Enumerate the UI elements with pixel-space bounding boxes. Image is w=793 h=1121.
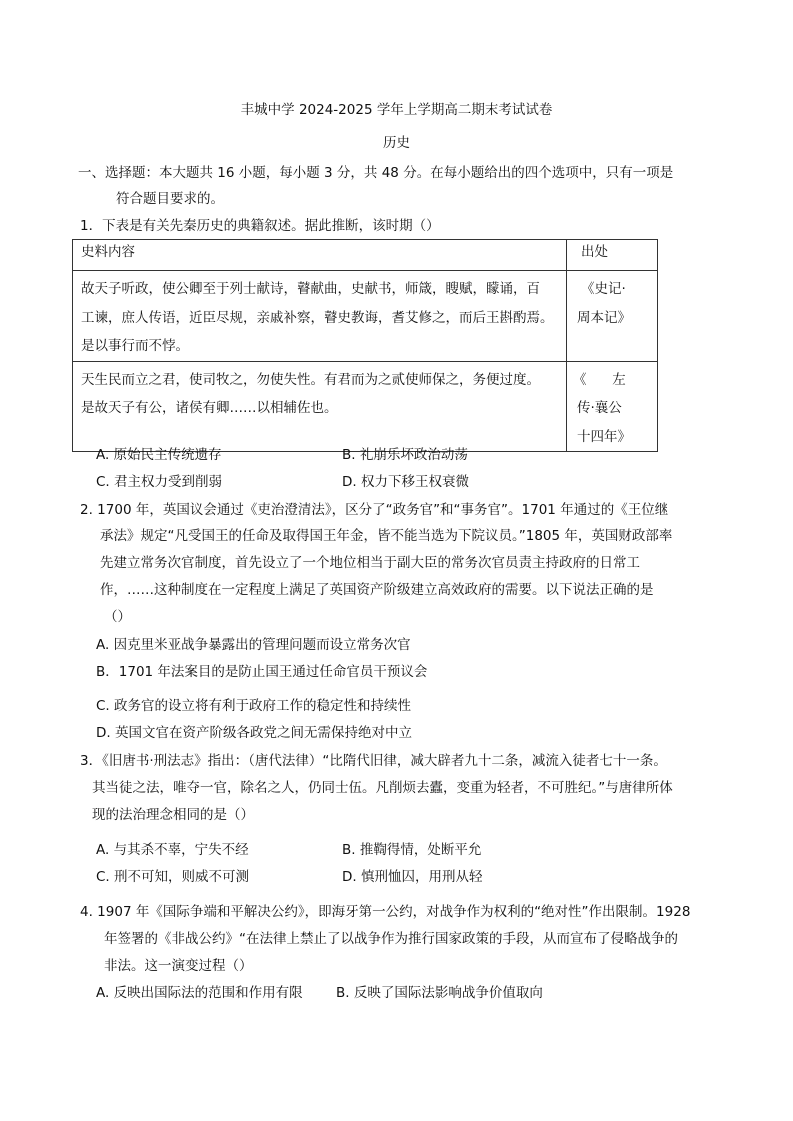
table-row bbox=[73, 361, 658, 452]
row1-source: 周本记》 bbox=[577, 309, 631, 326]
table-row bbox=[73, 271, 658, 362]
q2-option-c: C. 政务官的设立将有利于政府工作的稳定性和持续性 bbox=[96, 698, 412, 714]
section-heading: 一、选择题：本大题共 16 小题，每小题 3 分，共 48 分。在每小题给出的四个选项中，只有一项是 bbox=[78, 165, 674, 181]
subject-title: 历史 bbox=[383, 135, 410, 151]
row1-line: 是以事行而不悖。 bbox=[81, 338, 189, 354]
q2-option-a: A. 因克里米亚战争暴露出的管理问题而设立常务次官 bbox=[96, 637, 411, 653]
row2-source: 《 左 bbox=[573, 371, 626, 388]
q3-line: 其当徒之法，唯夺一官，除名之人，仍同士伍。凡削烦去蠹，变重为轻者，不可胜纪。”与唐律所体 bbox=[92, 780, 673, 796]
table-header-content: 史料内容 bbox=[73, 240, 567, 271]
q4-line: 4. 1907 年《国际争端和平解决公约》，即海牙第一公约，对战争作为权利的“绝对性”作出限制。1928 bbox=[80, 904, 691, 920]
q4-option-a: A. 反映出国际法的范围和作用有限 bbox=[96, 985, 303, 1001]
section-heading-cont: 符合题目要求的。 bbox=[116, 191, 224, 207]
q4-line: 年签署的《非战公约》“在法律上禁止了以战争作为推行国家政策的手段，从而宣布了侵略战争的 bbox=[104, 931, 678, 947]
q2-line: 先建立常务次官制度，首先设立了一个地位相当于副大臣的常务次官员责主持政府的日常工 bbox=[100, 555, 640, 571]
q3-option-a: A. 与其杀不辜，宁失不经 bbox=[96, 842, 249, 858]
q2-option-d: D. 英国文官在资产阶级各政党之间无需保持绝对中立 bbox=[96, 725, 412, 741]
exam-title: 丰城中学 2024-2025 学年上学期高二期末考试试卷 bbox=[240, 102, 553, 118]
row2-line: 是故天子有公，诸侯有卿……以相辅佐也。 bbox=[81, 400, 338, 416]
q1-option-a: A. 原始民主传统遗存 bbox=[96, 447, 222, 463]
q2-line: （） bbox=[104, 609, 131, 625]
q4-line: 非法。这一演变过程（） bbox=[104, 958, 253, 974]
q1-option-d: D. 权力下移王权衰微 bbox=[342, 474, 469, 490]
table-header-source: 出处 bbox=[567, 240, 658, 271]
row2-source: 十四年》 bbox=[577, 428, 631, 445]
source-table bbox=[72, 239, 658, 452]
q2-line: 2. 1700 年，英国议会通过《吏治澄清法》，区分了“政务官”和“事务官”。1701 年通过的《王位继 bbox=[80, 502, 669, 518]
row1-line: 故天子听政，使公卿至于列士献诗，瞽献曲，史献书，师箴，瞍赋，矇诵，百 bbox=[81, 281, 540, 297]
q2-line: 作，……这种制度在一定程度上满足了英国资产阶级建立高效政府的需要。以下说法正确的是 bbox=[100, 582, 654, 598]
q3-option-d: D. 慎刑恤囚，用刑从轻 bbox=[342, 869, 483, 885]
q2-option-b: B．1701 年法案目的是防止国王通过任命官员干预议会 bbox=[96, 664, 428, 680]
q1-option-b: B. 礼崩乐坏政治动荡 bbox=[342, 447, 468, 463]
q3-option-b: B. 推鞫得情，处断平允 bbox=[342, 842, 482, 858]
row1-source: 《史记· bbox=[581, 281, 626, 297]
row2-source: 传·襄公 bbox=[577, 400, 622, 416]
q3-line: 3．《旧唐书·刑法志》指出：（唐代法律）“比隋代旧律，减大辟者九十二条，减流入徒者七十一条。 bbox=[80, 753, 667, 769]
q1-option-c: C. 君主权力受到削弱 bbox=[96, 474, 223, 490]
q2-line: 承法》规定“凡受国王的任命及取得国王年金，皆不能当选为下院议员。”1805 年，英国财政部率 bbox=[100, 528, 673, 544]
row2-line: 天生民而立之君，使司牧之，勿使失性。有君而为之贰使师保之，务便过度。 bbox=[81, 371, 540, 388]
row1-line: 工谏，庶人传语，近臣尽规，亲戚补察，瞽史教诲，耆艾修之，而后王斟酌焉。 bbox=[81, 309, 554, 326]
q1-stem: 1．下表是有关先秦历史的典籍叙述。据此推断，该时期（） bbox=[80, 218, 440, 234]
q3-option-c: C. 刑不可知，则威不可测 bbox=[96, 869, 250, 885]
q4-option-b: B. 反映了国际法影响战争价值取向 bbox=[336, 985, 543, 1001]
q3-line: 现的法治理念相同的是（） bbox=[92, 807, 254, 823]
